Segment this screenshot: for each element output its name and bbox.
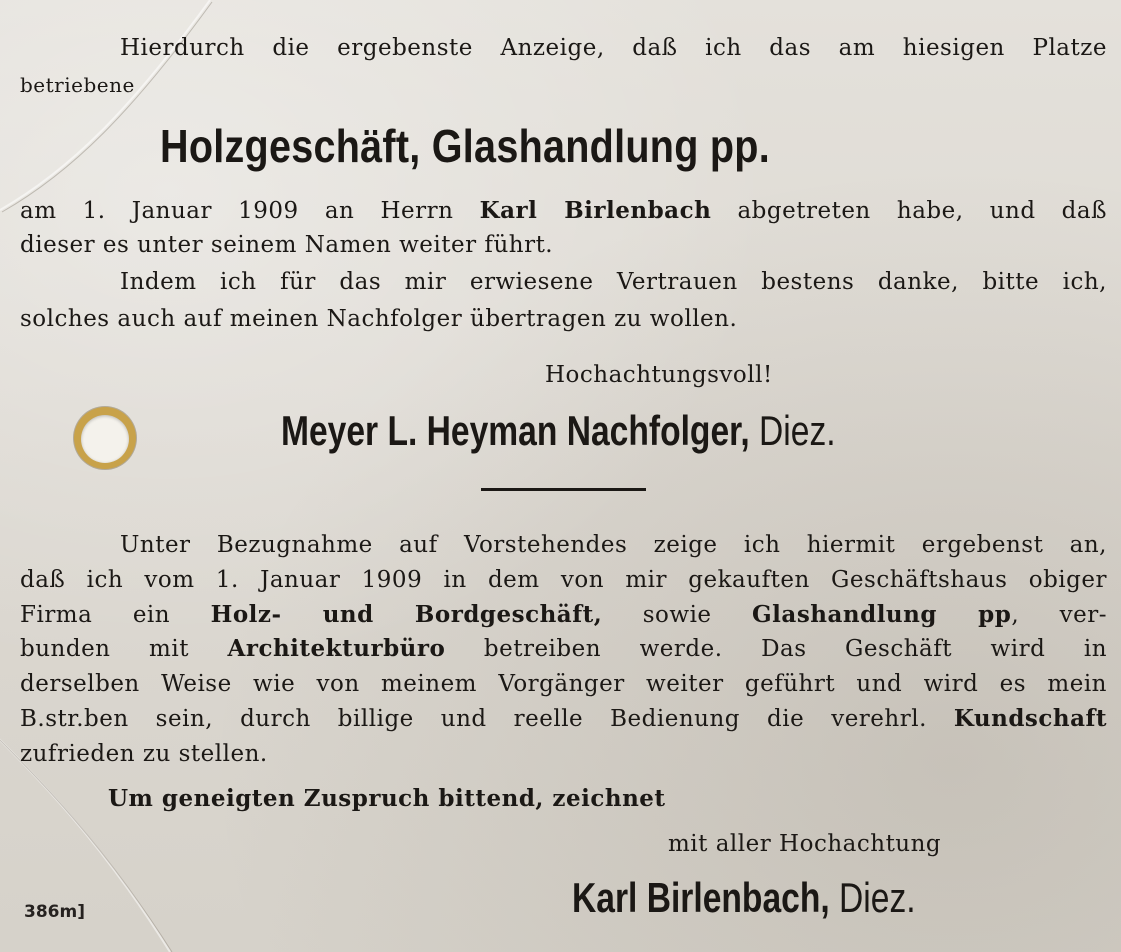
notice2-line7: zufrieden zu stellen. [20, 741, 268, 767]
notice2-signature [572, 872, 916, 924]
notice1-transfer-line [20, 196, 1107, 226]
notice2-closing: mit aller Hochachtung [668, 831, 942, 857]
notice2-line3-b: sowie [602, 602, 753, 628]
business-type-architecture: Architekturbüro [227, 635, 446, 662]
notice1-signature-place: Diez. [759, 407, 836, 454]
notice2-line3-a: Firma ein [20, 602, 211, 628]
clientele-word: Kundschaft [953, 705, 1107, 732]
section-divider [481, 488, 646, 491]
notice2-request: Um geneigten Zuspruch bittend, zeichnet [108, 785, 666, 812]
notice2-line1: Unter Bezugnahme auf Vorstehendes zeige ich hiermit ergebenst an, [120, 532, 1107, 558]
business-type-glass: Glashandlung pp [752, 601, 1012, 628]
notice1-intro-line: Hierdurch die ergebenste Anzeige, daß ich das am hiesigen Platze [120, 35, 1107, 61]
notice2-line6 [20, 704, 1107, 734]
transfer-text-a: am 1. Januar 1909 an Herrn [20, 198, 480, 224]
notice2-line4 [20, 634, 1107, 664]
notice1-thanks-line2: solches auch auf meinen Nachfolger übertragen zu wollen. [20, 306, 738, 332]
notice2-line3 [20, 600, 1107, 630]
punch-hole-eyelet [74, 407, 136, 469]
notice2-line3-c: , ver- [1011, 602, 1107, 628]
notice1-transfer-line2: dieser es unter seinem Namen weiter führt. [20, 232, 554, 258]
notice1-intro-line-cont: betriebene [20, 73, 135, 97]
notice1-headline: Holzgeschäft, Glashandlung pp. [160, 120, 770, 172]
notice2-line4-b: betreiben werde. Das Geschäft wird in [445, 636, 1108, 662]
notice2-line4-a: bunden mit [20, 636, 228, 662]
transfer-text-b: abgetreten habe, und daß [711, 198, 1107, 224]
notice2-signature-place: Diez. [839, 874, 916, 921]
printer-code: 386m] [24, 902, 85, 922]
successor-name: Karl Birlenbach [479, 197, 712, 224]
notice1-signature [281, 405, 836, 457]
notice2-line2: daß ich vom 1. Januar 1909 in dem von mir gekauften Geschäftshaus obiger [20, 567, 1107, 593]
notice2-line6-a: B.str.ben sein, durch billige und reelle Bedienung die verehrl. [20, 706, 954, 732]
business-type-wood: Holz- und Bordgeschäft, [210, 601, 603, 628]
notice2-signature-name: Karl Birlenbach, [572, 874, 830, 921]
notice1-closing: Hochachtungsvoll! [545, 362, 773, 388]
notice1-thanks-line1: Indem ich für das mir erwiesene Vertrauen bestens danke, bitte ich, [120, 269, 1107, 295]
notice1-signature-name: Meyer L. Heyman Nachfolger, [281, 407, 750, 454]
notice2-line5: derselben Weise wie von meinem Vorgänger weiter geführt und wird es mein [20, 671, 1107, 697]
